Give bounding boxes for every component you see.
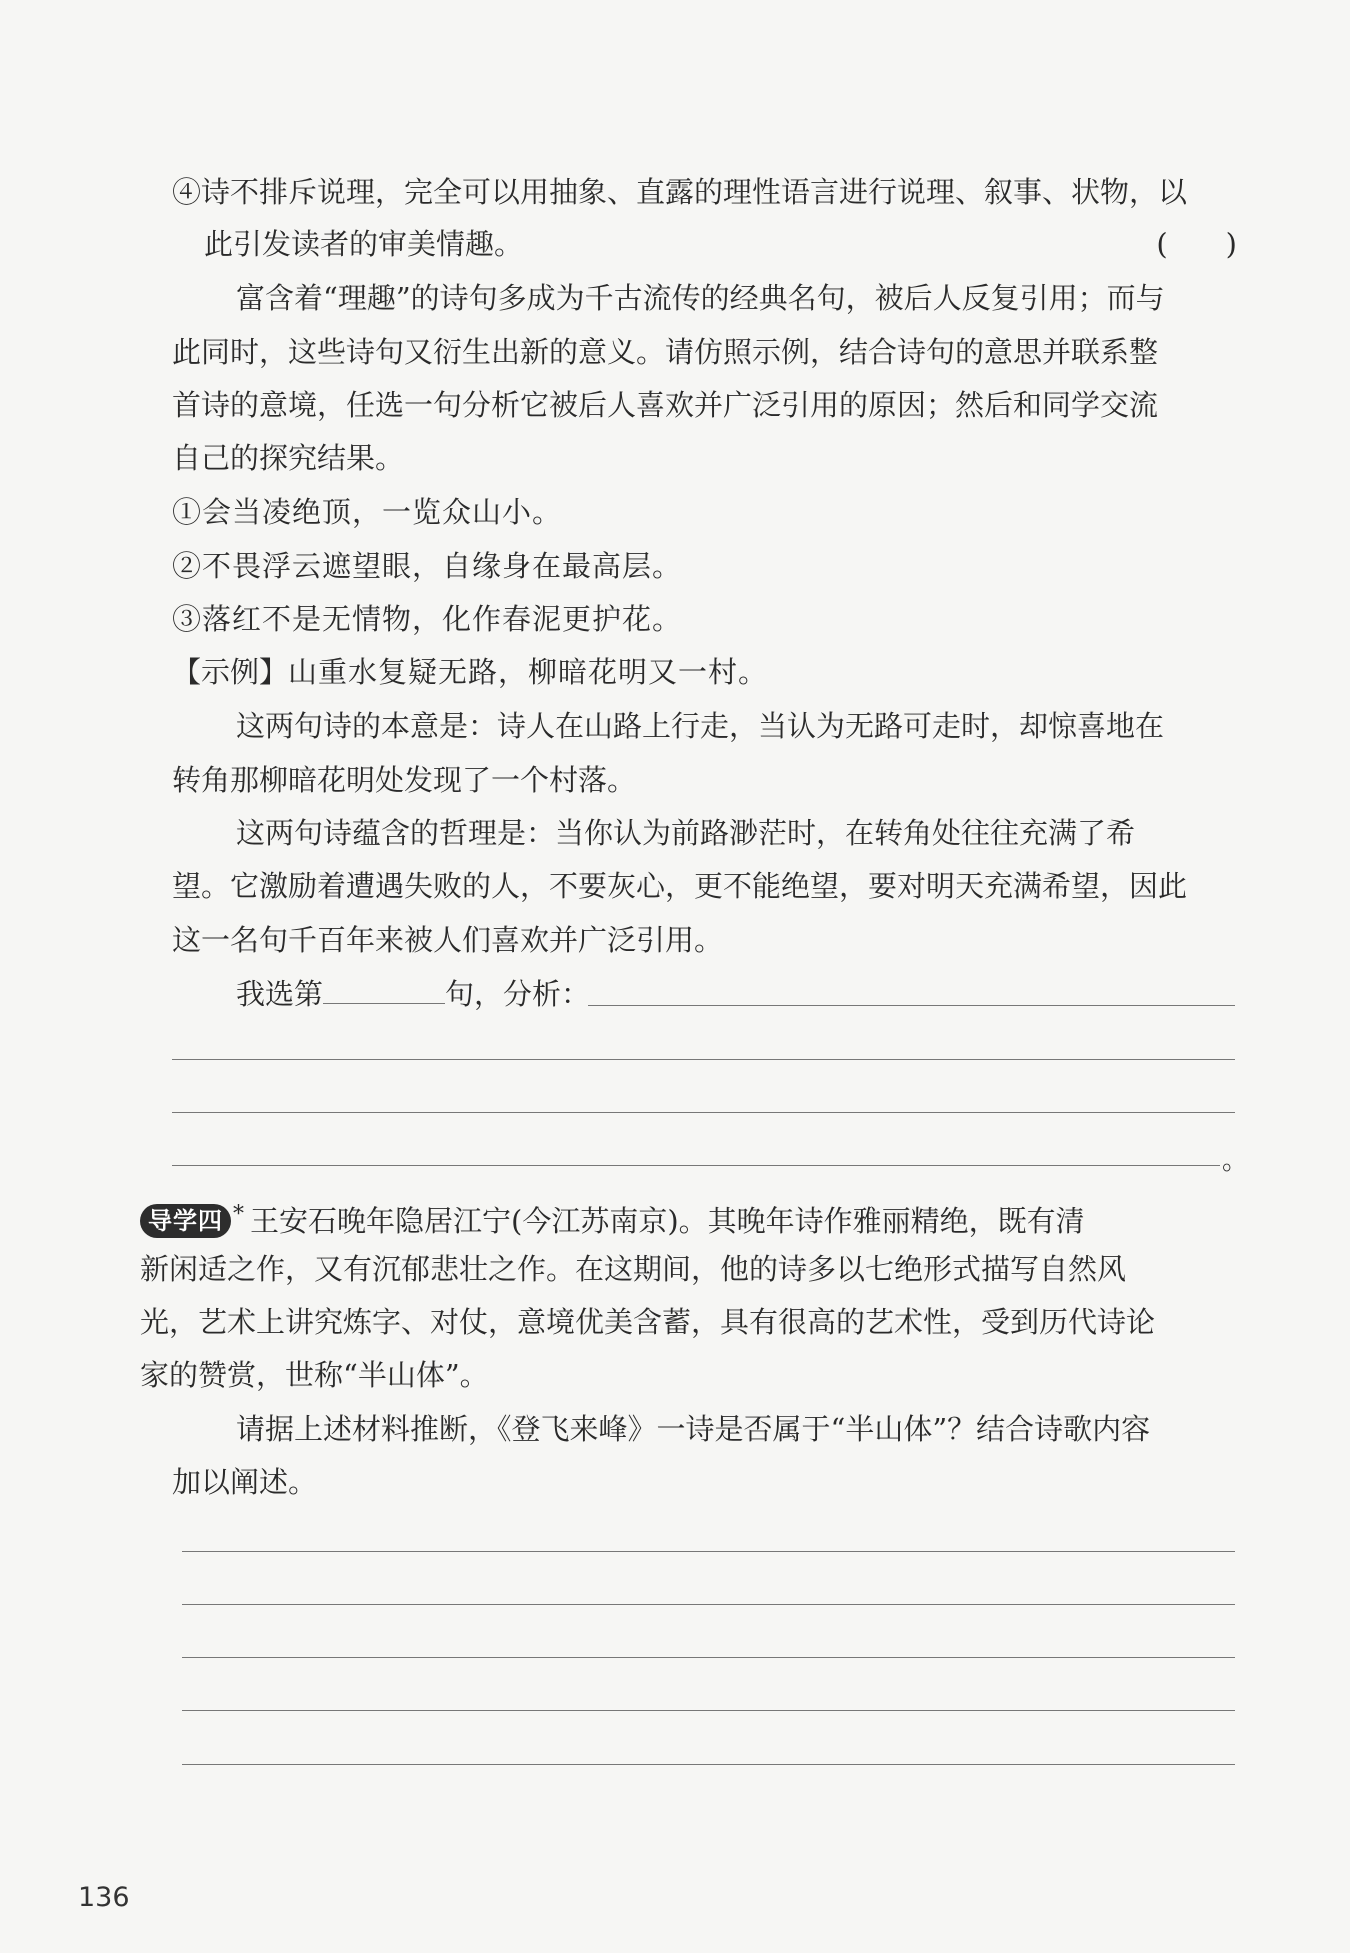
section4-answer-line-5[interactable] xyxy=(182,1764,1235,1765)
page-number: 136 xyxy=(78,1882,130,1913)
section4-answer-line-3[interactable] xyxy=(182,1657,1235,1658)
intro-line2: 此同时，这些诗句又衍生出新的意义。请仿照示例，结合诗句的意思并联系整 xyxy=(172,335,1159,369)
meaning-line2: 转角那柳暗花明处发现了一个村落。 xyxy=(172,763,637,797)
answer-paren[interactable]: ( ) xyxy=(1156,227,1237,261)
intro-line1: 富含着“理趣”的诗句多成为千古流传的经典名句，被后人反复引用；而与 xyxy=(236,281,1165,315)
analysis-blank-2[interactable] xyxy=(172,1059,1235,1060)
intro-line4: 自己的探究结果。 xyxy=(172,441,405,475)
poem-3: ③落红不是无情物，化作春泥更护花。 xyxy=(172,602,683,636)
meaning-line1: 这两句诗的本意是：诗人在山路上行走，当认为无路可走时，却惊喜地在 xyxy=(236,709,1165,743)
philosophy-line1: 这两句诗蕴含的哲理是：当你认为前路渺茫时，在转角处往往充满了希 xyxy=(236,816,1136,850)
section4-line4: 家的赞赏，世称“半山体”。 xyxy=(140,1358,489,1392)
section4-line2: 新闲适之作，又有沉郁悲壮之作。在这期间，他的诗多以七绝形式描写自然风 xyxy=(140,1252,1127,1286)
section4-question-line2: 加以阐述。 xyxy=(172,1465,318,1499)
answer-middle: 句，分析： xyxy=(445,977,591,1011)
section4-question-line1: 请据上述材料推断，《登飞来峰》一诗是否属于“半山体”？结合诗歌内容 xyxy=(236,1412,1151,1446)
poem-2: ②不畏浮云遮望眼，自缘身在最高层。 xyxy=(172,549,683,583)
section4-star: * xyxy=(233,1202,244,1227)
philosophy-line3: 这一名句千百年来被人们喜欢并广泛引用。 xyxy=(172,923,724,957)
poem-1: ①会当凌绝顶，一览众山小。 xyxy=(172,495,563,529)
section4-line1-text: 王安石晚年隐居江宁(今江苏南京)。其晚年诗作雅丽精绝，既有清 xyxy=(250,1204,1085,1238)
section4-answer-line-2[interactable] xyxy=(182,1604,1235,1605)
example-verse: 山重水复疑无路，柳暗花明又一村。 xyxy=(288,655,769,689)
item4-line1: ④诗不排斥说理，完全可以用抽象、直露的理性语言进行说理、叙事、状物，以 xyxy=(172,175,1188,209)
section4-line3: 光，艺术上讲究炼字、对仗，意境优美含蓄，具有很高的艺术性，受到历代诗论 xyxy=(140,1305,1156,1339)
section4-badge: 导学四 xyxy=(140,1204,231,1238)
section4-answer-line-4[interactable] xyxy=(182,1710,1235,1711)
section4-answer-line-1[interactable] xyxy=(182,1551,1235,1552)
answer-prompt xyxy=(236,973,1237,1014)
section4-line1 xyxy=(140,1195,1237,1241)
example-tag: 【示例】 xyxy=(172,655,289,689)
intro-line3: 首诗的意境，任选一句分析它被后人喜欢并广泛引用的原因；然后和同学交流 xyxy=(172,388,1159,422)
sentence-number-blank[interactable] xyxy=(323,973,445,1004)
answer-prefix: 我选第 xyxy=(236,977,324,1011)
philosophy-line2: 望。它激励着遭遇失败的人，不要灰心，更不能绝望，要对明天充满希望，因此 xyxy=(172,869,1188,903)
analysis-blank-3[interactable] xyxy=(172,1112,1235,1113)
analysis-blank-1[interactable] xyxy=(588,1005,1235,1006)
analysis-blank-4[interactable] xyxy=(172,1165,1220,1166)
analysis-end-mark: 。 xyxy=(1222,1146,1249,1176)
item4-line2-text: 此引发读者的审美情趣。 xyxy=(204,227,524,261)
example-line xyxy=(172,652,1237,692)
item4-line2 xyxy=(204,224,1237,264)
